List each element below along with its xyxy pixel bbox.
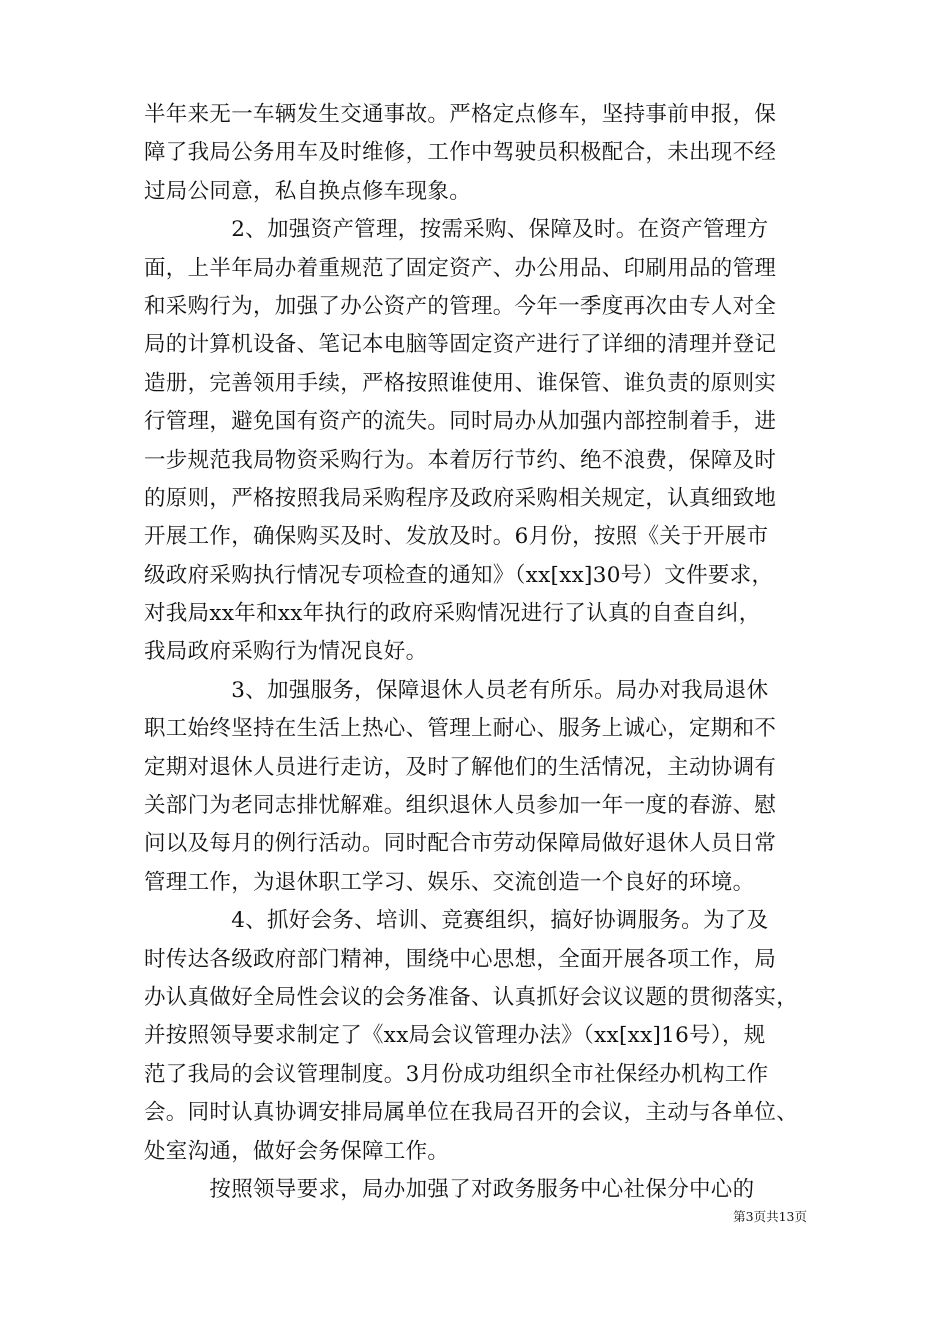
text-line: 4、抓好会务、培训、竞赛组织，搞好协调服务。为了及: [144, 908, 769, 934]
text-line: 处室沟通，做好会务保障工作。: [144, 1138, 450, 1164]
text-line: 定期对退休人员进行走访，及时了解他们的生活情况，主动协调有: [144, 754, 777, 780]
text-line: 会。同时认真协调安排局属单位在我局召开的会议，主动与各单位、: [144, 1100, 799, 1126]
text-line: 问以及每月的例行活动。同时配合市劳动保障局做好退休人员日常: [144, 831, 777, 857]
text-line: 造册，完善领用手续，严格按照谁使用、谁保管、谁负责的原则实: [144, 370, 777, 396]
text-line: 职工始终坚持在生活上热心、管理上耐心、服务上诚心，定期和不: [144, 716, 777, 742]
text-line: 管理工作，为退休职工学习、娱乐、交流创造一个良好的环境。: [144, 869, 755, 895]
text-line: 3、加强服务，保障退休人员老有所乐。局办对我局退休: [144, 677, 769, 703]
text-line: 时传达各级政府部门精神，围绕中心思想，全面开展各项工作，局: [144, 946, 777, 972]
text-line: 按照领导要求，局办加强了对政务服务中心社保分中心的: [144, 1176, 755, 1202]
text-line: 范了我局的会议管理制度。3月份成功组织全市社保经办机构工作: [144, 1061, 769, 1087]
text-line: 并按照领导要求制定了《xx局会议管理办法》（xx[xx]16号），规: [144, 1023, 766, 1049]
text-line: 面，上半年局办着重规范了固定资产、办公用品、印刷用品的管理: [144, 255, 777, 281]
text-line: 半年来无一车辆发生交通事故。严格定点修车，坚持事前申报，保: [144, 102, 777, 127]
text-line: 一步规范我局物资采购行为。本着厉行节约、绝不浪费，保障及时: [144, 447, 777, 473]
text-line: 关部门为老同志排忧解难。组织退休人员参加一年一度的春游、慰: [144, 793, 777, 819]
text-line: 局的计算机设备、笔记本电脑等固定资产进行了详细的清理并登记: [144, 332, 777, 358]
text-line: 办认真做好全局性会议的会务准备、认真抓好会议议题的贯彻落实，: [144, 984, 799, 1010]
text-line: 障了我局公务用车及时维修，工作中驾驶员积极配合，未出现不经: [144, 140, 777, 166]
page-number: 第3页共13页: [733, 1209, 807, 1224]
text-line: 行管理，避免国有资产的流失。同时局办从加强内部控制着手，进: [144, 409, 777, 435]
text-line: 过局公同意，私自换点修车现象。: [144, 178, 472, 204]
text-line: 开展工作，确保购买及时、发放及时。6月份，按照《关于开展市: [144, 524, 769, 550]
text-line: 的原则，严格按照我局采购程序及政府采购相关规定，认真细致地: [144, 485, 777, 511]
text-line: 我局政府采购行为情况良好。: [144, 639, 428, 665]
text-line: 级政府采购执行情况专项检查的通知》（xx[xx]30号）文件要求，: [144, 562, 774, 588]
text-line: 对我局xx年和xx年执行的政府采购情况进行了认真的自查自纠，: [144, 601, 761, 627]
body-text: [144, 96, 814, 1209]
text-line: 2、加强资产管理，按需采购、保障及时。在资产管理方: [144, 217, 769, 243]
text-line: 和采购行为，加强了办公资产的管理。今年一季度再次由专人对全: [144, 293, 777, 319]
